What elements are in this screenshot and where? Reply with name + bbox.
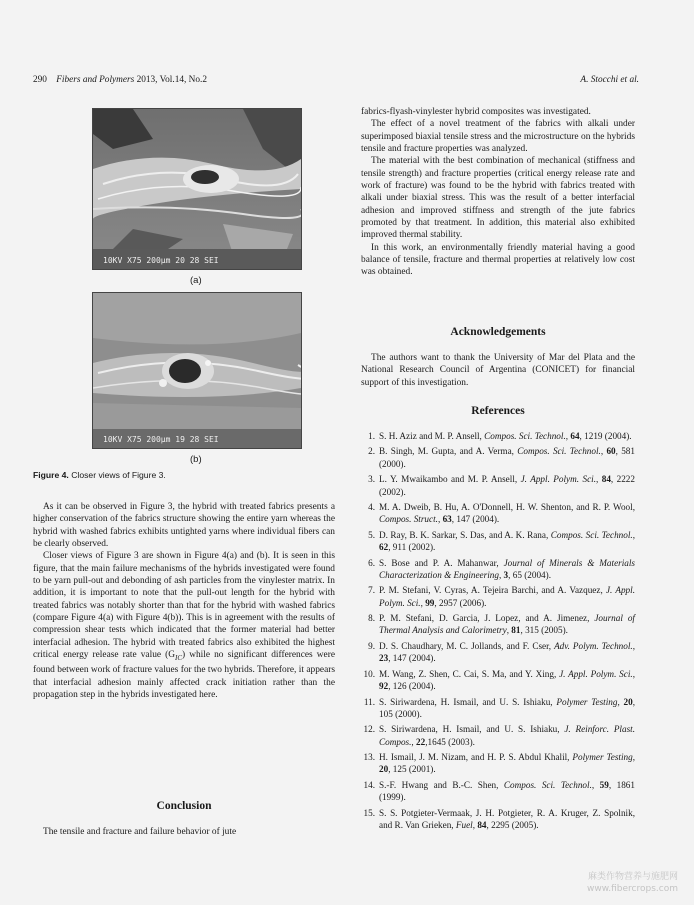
reference-separator: , bbox=[437, 514, 443, 525]
figure-caption-text: Closer views of Figure 3. bbox=[71, 470, 166, 480]
reference-separator: , bbox=[472, 819, 478, 830]
reference-authors: S. S. Potgieter-Vermaak, J. H. Potgieter, R. A. Kruger, Z. Spolnik, and R. Van Grieken, bbox=[379, 807, 635, 830]
reference-journal: J. Appl. Polym. Sci. bbox=[520, 474, 596, 485]
reference-journal: Polymer Testing bbox=[556, 696, 618, 707]
reference-number: 7. bbox=[368, 585, 375, 596]
reference-volume: 99 bbox=[425, 597, 435, 608]
reference-volume: 63 bbox=[442, 514, 452, 525]
reference-separator: , bbox=[591, 779, 600, 790]
reference-number: 1. bbox=[368, 431, 375, 441]
reference-authors: S. Bose and P. A. Mahanwar, bbox=[379, 557, 504, 568]
reference-volume: 64 bbox=[570, 431, 580, 441]
conclusion-text bbox=[33, 826, 335, 838]
reference-authors: P. M. Stefani, V. Cyras, A. Tejeira Barchi, and A. Vazquez, bbox=[379, 585, 606, 596]
reference-pages-year: , 2957 (2006). bbox=[434, 597, 487, 608]
reference-item bbox=[361, 584, 635, 609]
reference-item bbox=[361, 723, 635, 748]
journal-name: Fibers and Polymers bbox=[56, 75, 135, 85]
running-authors: A. Stocchi et al. bbox=[580, 75, 639, 85]
subfigure-label-a: (a) bbox=[190, 275, 202, 286]
reference-number: 5. bbox=[368, 529, 375, 540]
gic-subscript: IC bbox=[175, 654, 183, 662]
reference-number: 4. bbox=[368, 502, 375, 513]
reference-volume: 22 bbox=[416, 736, 426, 747]
reference-volume: 20 bbox=[623, 696, 633, 707]
reference-item bbox=[361, 668, 635, 693]
reference-pages-year: , 1219 (2004). bbox=[579, 431, 632, 441]
reference-separator: , bbox=[411, 736, 417, 747]
reference-number: 12. bbox=[363, 724, 375, 735]
figure-caption bbox=[33, 470, 166, 480]
reference-volume: 20 bbox=[379, 764, 389, 775]
reference-separator: , bbox=[632, 668, 635, 679]
reference-authors: S. Siriwardena, H. Ismail, and U. S. Ishiaku, bbox=[379, 696, 557, 707]
reference-authors: D. S. Chaudhary, M. C. Jollands, and F. Cser, bbox=[379, 640, 555, 651]
watermark bbox=[587, 871, 678, 895]
reference-separator: , bbox=[596, 474, 602, 485]
reference-number: 9. bbox=[368, 640, 375, 651]
reference-volume: 60 bbox=[606, 446, 616, 457]
reference-volume: 92 bbox=[379, 681, 389, 692]
reference-item bbox=[361, 807, 635, 832]
sem-micrograph-b bbox=[92, 292, 302, 449]
reference-volume: 59 bbox=[599, 779, 609, 790]
reference-volume: 23 bbox=[379, 653, 389, 664]
reference-journal: Compos. Sci. Technol. bbox=[550, 529, 633, 540]
reference-authors: M. A. Dweib, B. Hu, A. O'Donnell, H. W. Shenton, and R. P. Wool, bbox=[379, 502, 635, 513]
reference-item bbox=[361, 445, 635, 470]
reference-journal: J. Appl. Polym. Sci. bbox=[559, 668, 633, 679]
reference-number: 15. bbox=[363, 807, 375, 818]
reference-list bbox=[361, 430, 635, 834]
reference-item bbox=[361, 501, 635, 526]
body-paragraph: fabrics-flyash-vinylester hybrid composites was investigated. bbox=[361, 107, 591, 117]
micrograph-b-info: 10KV X75 200μm 19 28 SEI bbox=[103, 435, 219, 444]
reference-pages-year: , 911 (2002). bbox=[388, 542, 436, 553]
reference-item bbox=[361, 430, 635, 442]
reference-item bbox=[361, 696, 635, 721]
subfigure-label-b: (b) bbox=[190, 454, 202, 465]
left-column bbox=[33, 501, 335, 701]
conclusion-heading: Conclusion bbox=[156, 800, 212, 812]
reference-pages-year: , 147 (2004). bbox=[451, 514, 500, 525]
reference-journal: J. Reinforc. Plast. Compos. bbox=[379, 724, 635, 747]
references-heading: References bbox=[471, 405, 525, 417]
acknowledgements-heading: Acknowledgements bbox=[450, 326, 546, 338]
reference-journal: Compos. Sci. Technol. bbox=[503, 779, 592, 790]
reference-pages-year: , 65 (2004). bbox=[508, 569, 552, 580]
reference-authors: S. Siriwardena, H. Ismail, and U. S. Ishiaku, bbox=[379, 724, 565, 735]
reference-journal: Polymer Testing bbox=[572, 752, 633, 763]
body-paragraph: As it can be observed in Figure 3, the hybrid with treated fabrics presents a higher conservation of the fabrics structure showing the entire yarn whereas the hybrid with washed fabrics exhibits untighted yarns where individual fibers can be clearly observed. bbox=[33, 502, 335, 550]
reference-authors: S. H. Aziz and M. P. Ansell, bbox=[379, 431, 485, 441]
acknowledgements-text bbox=[361, 352, 635, 389]
reference-separator: , bbox=[565, 431, 571, 441]
reference-separator: , bbox=[498, 569, 504, 580]
body-paragraph: The tensile and fracture and failure behavior of jute bbox=[43, 827, 237, 837]
reference-authors: S.-F. Hwang and B.-C. Shen, bbox=[379, 779, 504, 790]
reference-journal: Journal of Thermal Analysis and Calorimetry bbox=[379, 613, 635, 636]
body-paragraph: The material with the best combination of mechanical (stiffness and tensile strength) and fracture properties (critical energy release rate and work of fracture) was found to be the hybrid with fabrics treated with alkali under biaxial stress. This was the result of a better interfacial adhesion and improved stiffness and strength of the jute fabrics promoted by that treatment. In addition, this material also exhibited improved thermal stability. bbox=[361, 156, 635, 241]
reference-journal: Journal of Minerals & Materials Characterization & Engineering bbox=[379, 557, 635, 580]
reference-item bbox=[361, 779, 635, 804]
reference-number: 10. bbox=[363, 668, 375, 679]
reference-pages-year: , 2295 (2005). bbox=[486, 819, 539, 830]
reference-volume: 84 bbox=[601, 474, 611, 485]
body-paragraph: The effect of a novel treatment of the fabrics with alkali under superimposed biaxial tensile stress and the microstructure on the hybrids tensile and fracture properties was analyzed. bbox=[361, 119, 635, 155]
reference-separator: , bbox=[506, 625, 512, 636]
reference-pages-year: , 105 (2000). bbox=[379, 696, 636, 719]
reference-pages-year: , 1861 (1999). bbox=[379, 779, 635, 803]
reference-pages-year: , 581 (2000). bbox=[379, 446, 635, 469]
reference-number: 14. bbox=[363, 779, 375, 790]
reference-item bbox=[361, 640, 635, 665]
journal-citation: 2013, Vol.14, No.2 bbox=[136, 75, 207, 85]
reference-number: 3. bbox=[368, 474, 375, 485]
reference-authors: D. Ray, B. K. Sarkar, S. Das, and A. K. Rana, bbox=[379, 529, 551, 540]
reference-volume: 62 bbox=[379, 542, 389, 553]
reference-separator: , bbox=[617, 696, 624, 707]
reference-item bbox=[361, 473, 635, 498]
reference-number: 13. bbox=[363, 752, 375, 763]
reference-authors: M. Wang, Z. Shen, C. Cai, S. Ma, and Y. Xing, bbox=[379, 668, 560, 679]
reference-pages-year: , 147 (2004). bbox=[388, 653, 436, 664]
reference-item bbox=[361, 557, 635, 582]
page-number: 290 bbox=[33, 75, 47, 85]
reference-pages-year: , 126 (2004). bbox=[388, 681, 436, 692]
reference-journal: Compos. Sci. Technol. bbox=[484, 431, 566, 441]
reference-authors: P. M. Stefani, D. Garcia, J. Lopez, and A. Jimenez, bbox=[379, 613, 595, 624]
reference-separator: , bbox=[632, 529, 635, 540]
reference-pages-year: , 125 (2001). bbox=[388, 764, 436, 775]
body-paragraph: The authors want to thank the University of Mar del Plata and the National Research Council of Argentina (CONICET) for financial support of this investigation. bbox=[361, 353, 635, 388]
reference-separator: , bbox=[632, 640, 636, 651]
reference-number: 8. bbox=[368, 613, 375, 624]
right-column bbox=[361, 106, 635, 279]
reference-number: 2. bbox=[368, 446, 375, 457]
reference-journal: Adv. Polym. Technol. bbox=[554, 640, 633, 651]
reference-journal: J. Appl. Polym. Sci. bbox=[379, 585, 635, 608]
reference-volume: 84 bbox=[477, 819, 487, 830]
reference-journal: Compos. Sci. Technol. bbox=[517, 446, 601, 457]
reference-separator: , bbox=[632, 752, 635, 763]
reference-pages-year: ,1645 (2003). bbox=[425, 736, 475, 747]
reference-item bbox=[361, 751, 635, 776]
reference-number: 6. bbox=[368, 557, 375, 568]
reference-item bbox=[361, 612, 635, 637]
watermark-url: www.fibercrops.com bbox=[587, 884, 678, 894]
watermark-line-1: 麻类作物营养与施肥网 bbox=[587, 872, 678, 882]
reference-journal: Fuel bbox=[455, 819, 473, 830]
reference-authors: B. Singh, M. Gupta, and A. Verma, bbox=[379, 446, 518, 457]
sem-micrograph-a bbox=[92, 108, 302, 270]
figure-caption-label: Figure 4. bbox=[33, 470, 69, 480]
reference-volume: 3 bbox=[503, 569, 509, 580]
body-paragraph: In this work, an environmentally friendly material having a good balance of tensile, fracture and thermal properties at relatively low cost was obtained. bbox=[361, 242, 635, 278]
reference-pages-year: , 315 (2005). bbox=[520, 625, 568, 636]
reference-separator: , bbox=[600, 446, 607, 457]
running-header bbox=[33, 75, 207, 85]
reference-authors: H. Ismail, J. M. Nizam, and H. P. S. Abdul Khalil, bbox=[379, 752, 573, 763]
reference-journal: Compos. Struct. bbox=[379, 514, 438, 525]
reference-authors: L. Y. Mwaikambo and M. P. Ansell, bbox=[379, 474, 521, 485]
reference-separator: , bbox=[420, 597, 426, 608]
reference-number: 11. bbox=[363, 696, 375, 707]
reference-item bbox=[361, 529, 635, 554]
body-paragraph: Closer views of Figure 3 are shown in Figure 4(a) and (b). It is seen in this figure, that the main failure mechanisms of the hybrids investigated were found to be yarn pull-out and debonding of ash particles from the vinylester matrix. In addition, it is important to note that the pull-out length for the hybrid with treated fabrics was notably shorter than that for the hybrid with washed fabrics (compare Figure 4(a) with Figure 4(b)). This is in agreement with the results of compression shear tests which indicated that the former material had better interfacial adhesion. The hybrid with treated fabrics also exhibited the highest critical energy release rate value $(G_{IC})$ while no significant differences were found between work of fracture values for the two hybrids. Therefore, it appears that interfacial adhesion mainly affected crack initiation rather than the propagation step in the hybrids investigated here. bbox=[33, 551, 335, 701]
micrograph-a-info: 10KV X75 200μm 20 28 SEI bbox=[103, 256, 219, 265]
reference-volume: 81 bbox=[511, 625, 521, 636]
reference-pages-year: , 2222 (2002). bbox=[379, 474, 635, 497]
